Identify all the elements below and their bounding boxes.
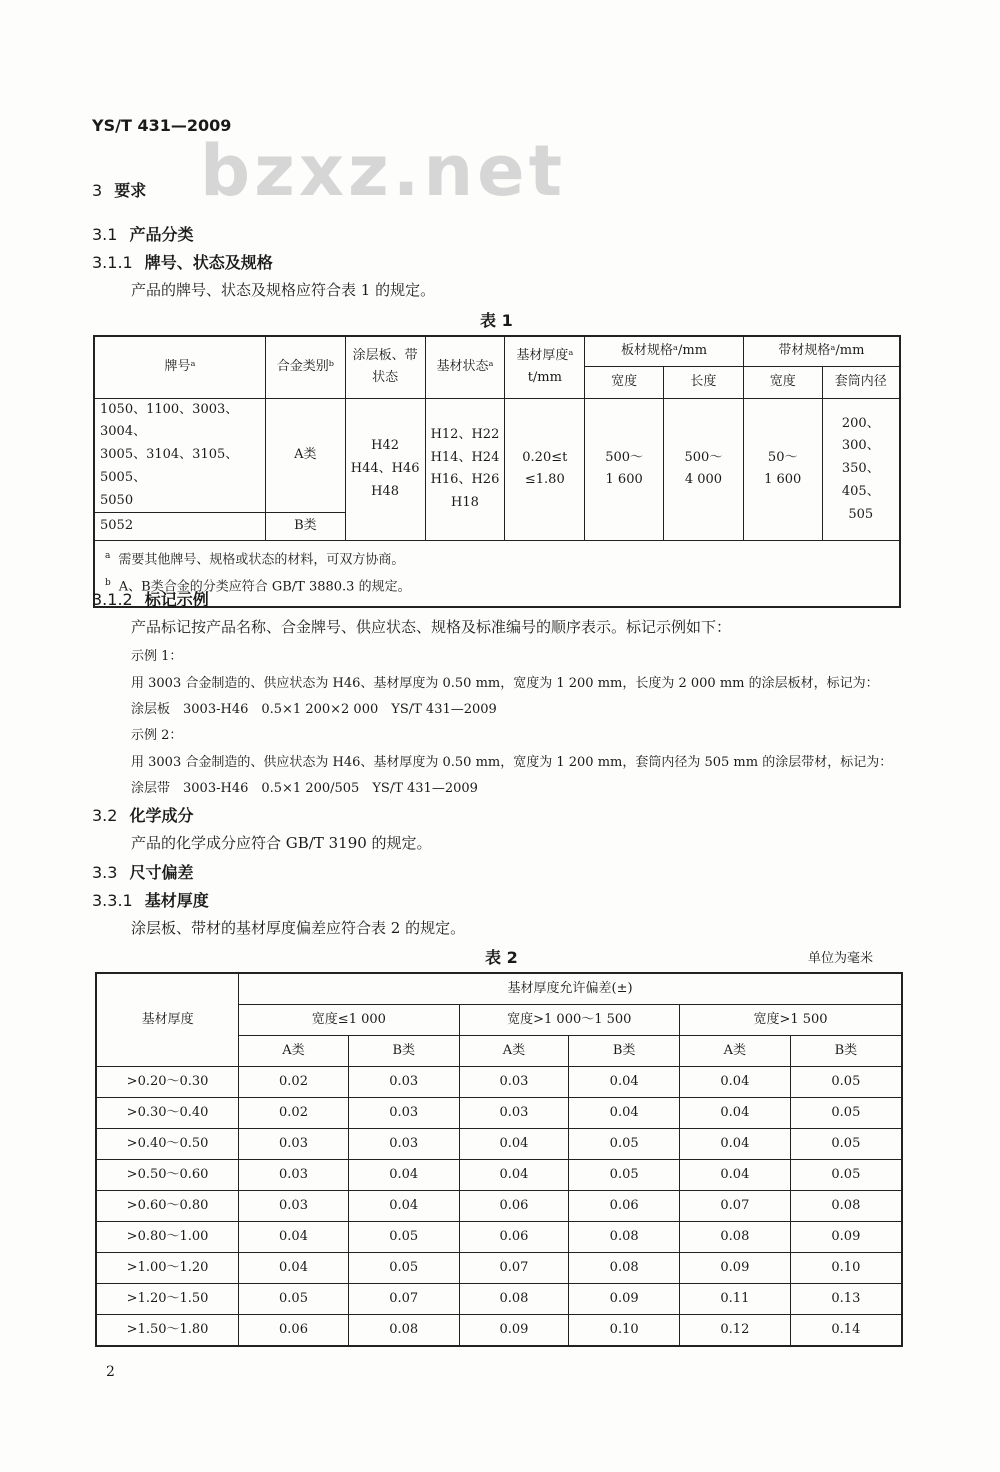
cell-line: 1 600 — [764, 472, 802, 488]
section-3-1-1-heading — [92, 250, 273, 273]
section-3-3-heading — [92, 860, 193, 883]
thickness-range: >0.20～0.30 — [96, 1067, 239, 1098]
tolerance-value: 0.08 — [569, 1253, 680, 1284]
cell-grade-b: 5052 — [94, 513, 265, 541]
tolerance-value: 0.05 — [569, 1160, 680, 1191]
section-title: 标记示例 — [144, 590, 209, 609]
section-title: 要求 — [114, 181, 147, 200]
cell-line: H14、H24 — [430, 449, 500, 465]
tolerance-value: 0.14 — [790, 1315, 902, 1347]
cell-line: 3005、3104、3105、5005、 — [100, 447, 239, 485]
table-row — [96, 1315, 902, 1347]
tolerance-value: 0.09 — [459, 1315, 569, 1347]
cell-line: 350、405、 — [841, 461, 880, 499]
tolerance-value: 0.04 — [348, 1160, 459, 1191]
cell-line: 4 000 — [684, 472, 723, 488]
table-row — [96, 1284, 902, 1315]
tolerance-value: 0.12 — [680, 1315, 791, 1347]
table-row — [96, 1253, 902, 1284]
tolerance-value: 0.04 — [680, 1098, 791, 1129]
footnote-a — [105, 547, 889, 573]
section-title: 牌号、状态及规格 — [144, 253, 273, 272]
thickness-range: >1.50～1.80 — [96, 1315, 239, 1347]
tolerance-value: 0.05 — [348, 1222, 459, 1253]
tolerance-value: 0.05 — [790, 1129, 902, 1160]
tolerance-value: 0.11 — [680, 1284, 791, 1315]
cell-line: 500～ — [684, 449, 723, 465]
thickness-range: >1.00～1.20 — [96, 1253, 239, 1284]
section-3-heading — [92, 178, 146, 201]
header-class-a: A类 — [680, 1036, 791, 1067]
cell-alloy-a: A类 — [265, 398, 345, 513]
table-row — [96, 1222, 902, 1253]
section-number: 3.1.2 — [92, 590, 133, 609]
table-1-caption: 表 1 — [480, 311, 513, 330]
tolerance-value: 0.03 — [348, 1067, 459, 1098]
header-width-2: 宽度>1 000～1 500 — [459, 1005, 679, 1036]
watermark: bzxz.net — [200, 130, 567, 212]
tolerance-value: 0.05 — [348, 1253, 459, 1284]
tolerance-value: 0.04 — [680, 1067, 791, 1098]
cell-line: H18 — [451, 495, 479, 511]
example-1-label: 示例 1： — [131, 649, 183, 664]
example-1-marking: 涂层板 3003-H46 0.5×1 200×2 000 YS/T 431—2009 — [131, 702, 497, 717]
tolerance-value: 0.03 — [348, 1129, 459, 1160]
header-plate-length: 长度 — [664, 366, 744, 398]
example-2-label: 示例 2： — [131, 728, 183, 743]
header-base-thickness: 基材厚度 — [96, 973, 239, 1067]
tolerance-value: 0.05 — [790, 1098, 902, 1129]
tolerance-value: 0.06 — [459, 1191, 569, 1222]
section-number: 3.3 — [92, 863, 118, 882]
section-number: 3.1.1 — [92, 253, 133, 272]
cell-line: H12、H22 — [430, 426, 500, 442]
header-class-b: B类 — [790, 1036, 902, 1067]
tolerance-value: 0.07 — [348, 1284, 459, 1315]
thickness-range: >0.80～1.00 — [96, 1222, 239, 1253]
cell-coating-temper — [345, 398, 425, 541]
header-strip-width: 宽度 — [743, 366, 822, 398]
tolerance-value: 0.13 — [790, 1284, 902, 1315]
table-2-caption: 表 2 — [485, 948, 518, 967]
example-2-text: 用 3003 合金制造的、供应状态为 H46、基材厚度为 0.50 mm，宽度为 1 200 mm，套筒内径为 505 mm 的涂层带材，标记为： — [131, 755, 893, 770]
tolerance-value: 0.04 — [459, 1160, 569, 1191]
header-class-a: A类 — [239, 1036, 349, 1067]
table-2-unit: 单位为毫米 — [808, 951, 874, 966]
header-width-3: 宽度>1 500 — [680, 1005, 902, 1036]
section-number: 3.3.1 — [92, 891, 133, 910]
table-row — [96, 1098, 902, 1129]
table-1 — [93, 335, 901, 608]
cell-line: H42 — [371, 438, 400, 454]
thickness-range: >0.60～0.80 — [96, 1191, 239, 1222]
section-title: 基材厚度 — [144, 891, 209, 910]
cell-line: ≤1.80 — [524, 472, 565, 488]
cell-line: 50～ — [767, 449, 798, 465]
section-3-1-2-text: 产品标记按产品名称、合金牌号、供应状态、规格及标准编号的顺序表示。标记示例如下： — [131, 618, 732, 636]
cell-grades-a — [94, 398, 265, 513]
header-width-1: 宽度≤1 000 — [239, 1005, 459, 1036]
tolerance-value: 0.06 — [239, 1315, 349, 1347]
section-3-3-1-text: 涂层板、带材的基材厚度偏差应符合表 2 的规定。 — [131, 919, 466, 937]
tolerance-value: 0.06 — [569, 1191, 680, 1222]
header-base-thickness: 基材厚度ᵃ t/mm — [505, 336, 585, 398]
tolerance-value: 0.08 — [680, 1222, 791, 1253]
section-number: 3.1 — [92, 225, 118, 244]
tolerance-value: 0.08 — [790, 1191, 902, 1222]
tolerance-value: 0.04 — [569, 1067, 680, 1098]
section-3-1-1-text: 产品的牌号、状态及规格应符合表 1 的规定。 — [131, 281, 436, 299]
cell-line: 5050 — [100, 492, 134, 508]
tolerance-value: 0.05 — [790, 1067, 902, 1098]
footnote-text: A、B类合金的分类应符合 GB/T 3880.3 的规定。 — [118, 578, 411, 594]
header-plate-spec: 板材规格ᵃ/mm — [585, 336, 744, 366]
tolerance-value: 0.03 — [239, 1191, 349, 1222]
header-class-a: A类 — [459, 1036, 569, 1067]
page-number: 2 — [106, 1364, 115, 1380]
cell-line: 1 600 — [605, 472, 643, 488]
tolerance-value: 0.07 — [680, 1191, 791, 1222]
tolerance-value: 0.03 — [459, 1067, 569, 1098]
header-class-b: B类 — [569, 1036, 680, 1067]
tolerance-value: 0.04 — [459, 1129, 569, 1160]
cell-strip-width — [743, 398, 822, 541]
cell-base-temper — [425, 398, 505, 541]
tolerance-value: 0.03 — [239, 1129, 349, 1160]
thickness-range: >1.20～1.50 — [96, 1284, 239, 1315]
table-row — [96, 1129, 902, 1160]
header-alloy-class: 合金类别ᵇ — [265, 336, 345, 398]
cell-plate-width — [585, 398, 664, 541]
section-3-1-heading — [92, 222, 193, 245]
tolerance-value: 0.03 — [239, 1160, 349, 1191]
footnote-b — [105, 574, 889, 600]
tolerance-value: 0.02 — [239, 1098, 349, 1129]
section-3-3-1-heading — [92, 888, 209, 911]
tolerance-value: 0.03 — [459, 1098, 569, 1129]
tolerance-value: 0.04 — [680, 1129, 791, 1160]
header-base-temper: 基材状态ᵃ — [425, 336, 505, 398]
thickness-range: >0.50～0.60 — [96, 1160, 239, 1191]
tolerance-value: 0.07 — [459, 1253, 569, 1284]
tolerance-value: 0.04 — [239, 1253, 349, 1284]
tolerance-value: 0.09 — [680, 1253, 791, 1284]
cell-plate-length — [664, 398, 744, 541]
thickness-range: >0.30～0.40 — [96, 1098, 239, 1129]
standard-code: YS/T 431—2009 — [92, 116, 232, 135]
table-row — [96, 1191, 902, 1222]
cell-line: H16、H26 — [430, 472, 500, 488]
tolerance-value: 0.04 — [239, 1222, 349, 1253]
header-plate-width: 宽度 — [585, 366, 664, 398]
tolerance-value: 0.06 — [459, 1222, 569, 1253]
tolerance-value: 0.09 — [569, 1284, 680, 1315]
table-row — [96, 1067, 902, 1098]
cell-sleeve-diameter — [822, 398, 900, 541]
cell-line: 1050、1100、3003、3004、 — [100, 401, 239, 440]
section-number: 3 — [92, 181, 103, 200]
table-2 — [95, 972, 903, 1347]
section-title: 产品分类 — [129, 225, 194, 244]
cell-line: 200、300、 — [841, 415, 880, 454]
cell-line: H44、H46 — [350, 461, 420, 476]
table-1-notes — [94, 541, 900, 607]
tolerance-value: 0.04 — [348, 1191, 459, 1222]
footnote-mark: b — [105, 577, 111, 588]
tolerance-value: 0.02 — [239, 1067, 349, 1098]
cell-line: 505 — [848, 506, 874, 522]
section-title: 化学成分 — [129, 806, 194, 825]
tolerance-value: 0.03 — [348, 1098, 459, 1129]
header-class-b: B类 — [348, 1036, 459, 1067]
tolerance-value: 0.05 — [239, 1284, 349, 1315]
section-number: 3.2 — [92, 806, 118, 825]
tolerance-value: 0.04 — [569, 1098, 680, 1129]
section-title: 尺寸偏差 — [129, 863, 194, 882]
cell-line: 500～ — [605, 449, 644, 465]
example-2-marking: 涂层带 3003-H46 0.5×1 200/505 YS/T 431—2009 — [131, 781, 478, 796]
example-1-text: 用 3003 合金制造的、供应状态为 H46、基材厚度为 0.50 mm，宽度为 1 200 mm，长度为 2 000 mm 的涂层板材，标记为： — [131, 676, 879, 691]
cell-thickness — [505, 398, 585, 541]
header-coating-temper: 涂层板、带状态 — [345, 336, 425, 398]
tolerance-value: 0.04 — [680, 1160, 791, 1191]
footnote-text: 需要其他牌号、规格或状态的材料，可双方协商。 — [118, 552, 405, 568]
header-tolerance: 基材厚度允许偏差(±) — [239, 973, 902, 1005]
cell-line: H48 — [371, 483, 400, 499]
cell-alloy-b: B类 — [265, 513, 345, 541]
header-grade: 牌号ᵃ — [94, 336, 265, 398]
header-strip-spec: 带材规格ᵃ/mm — [743, 336, 900, 366]
tolerance-value: 0.08 — [459, 1284, 569, 1315]
header-sleeve-diameter: 套筒内径 — [822, 366, 900, 398]
tolerance-value: 0.10 — [569, 1315, 680, 1347]
section-3-1-2-heading — [92, 587, 209, 610]
tolerance-value: 0.08 — [348, 1315, 459, 1347]
tolerance-value: 0.10 — [790, 1253, 902, 1284]
section-3-2-text: 产品的化学成分应符合 GB/T 3190 的规定。 — [131, 834, 432, 852]
tolerance-value: 0.05 — [569, 1129, 680, 1160]
table-row — [96, 1160, 902, 1191]
tolerance-value: 0.05 — [790, 1160, 902, 1191]
cell-line: 0.20≤t — [522, 449, 568, 465]
tolerance-value: 0.08 — [569, 1222, 680, 1253]
section-3-2-heading — [92, 803, 193, 826]
tolerance-value: 0.09 — [790, 1222, 902, 1253]
footnote-mark: a — [105, 551, 111, 562]
thickness-range: >0.40～0.50 — [96, 1129, 239, 1160]
